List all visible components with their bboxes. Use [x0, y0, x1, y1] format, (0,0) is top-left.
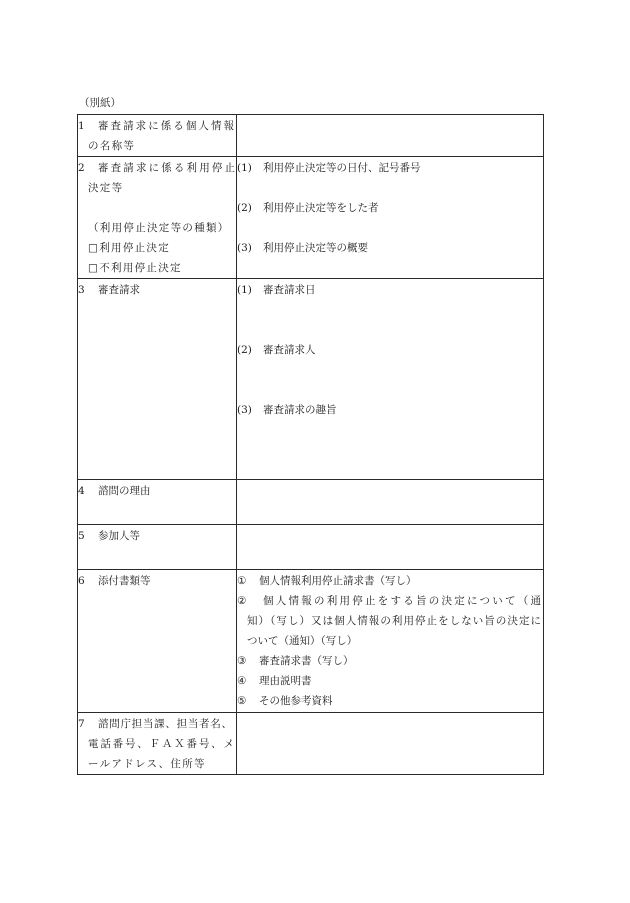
label-text: 審査請求に係る利用停止	[98, 162, 235, 174]
item-marker: ③	[237, 655, 247, 667]
option-label: 不利用停止決定	[99, 262, 182, 274]
list-item	[237, 198, 543, 218]
attachment-item-continued: ついて（通知）（写し）	[247, 635, 358, 647]
decision-type-heading: （利用停止決定等の種類）	[88, 222, 230, 234]
item-text: 利用停止決定等の日付、記号番号	[263, 162, 421, 174]
value-cell	[237, 115, 544, 157]
item-text: 知）（写し）又は個人情報の利用停止をしない旨の決定に	[247, 615, 541, 627]
label-line	[78, 571, 236, 591]
label-text: 添付書類等	[98, 575, 151, 587]
label-cell	[78, 525, 237, 570]
item-text: 利用停止決定等をした者	[263, 202, 379, 214]
item-marker: (1)	[237, 162, 252, 174]
checkbox-icon: □	[88, 262, 100, 274]
list-item	[237, 340, 543, 360]
row-agency-contact	[78, 713, 544, 775]
item-marker: ②	[237, 595, 247, 607]
label-cell	[78, 115, 237, 157]
consultation-form-table	[77, 114, 544, 775]
item-marker: ①	[237, 575, 247, 587]
option-non-suspension-decision	[78, 258, 236, 278]
list-item	[237, 158, 543, 178]
list-item	[237, 280, 543, 300]
label-line	[78, 116, 236, 136]
label-text: 諮問の理由	[98, 485, 151, 497]
row-number: 3	[78, 284, 85, 296]
list-item	[237, 400, 543, 420]
item-marker: ⑤	[237, 695, 247, 707]
label-line-continued: の名称等	[88, 140, 136, 152]
label-line	[78, 158, 236, 178]
row-number: 4	[78, 485, 85, 497]
row-attachments	[78, 570, 544, 713]
option-label: 利用停止決定	[99, 242, 171, 254]
value-cell	[237, 525, 544, 570]
item-text: 利用停止決定等の概要	[263, 242, 368, 254]
row-number: 2	[78, 162, 85, 174]
label-line-continued: ールアドレス、住所等	[88, 758, 206, 770]
label-text: 諮問庁担当課、担当者名、	[98, 718, 232, 730]
row-number: 7	[78, 718, 85, 730]
attachment-item	[237, 651, 543, 671]
row-number: 6	[78, 575, 85, 587]
attachment-item-continued	[237, 611, 543, 631]
item-marker: (1)	[237, 284, 252, 296]
item-text: 審査請求日	[263, 284, 316, 296]
item-marker: (3)	[237, 404, 252, 416]
row-consultation-reason	[78, 480, 544, 525]
label-text: 審査請求	[98, 284, 140, 296]
label-cell	[78, 480, 237, 525]
row-number: 5	[78, 530, 85, 542]
item-text: 審査請求書（写し）	[259, 655, 354, 667]
attachment-item	[237, 571, 543, 591]
item-text: 個人情報の利用停止をする旨の決定について（通	[263, 595, 541, 607]
value-cell	[237, 480, 544, 525]
row-suspension-decision	[78, 157, 544, 279]
label-line-continued	[78, 734, 236, 754]
label-cell	[78, 713, 237, 775]
value-cell	[237, 279, 544, 480]
label-text: 電話番号、ＦＡＸ番号、メ	[88, 738, 234, 750]
row-review-request	[78, 279, 544, 480]
option-suspension-decision	[78, 238, 236, 258]
annex-label: （別紙）	[79, 97, 121, 109]
row-personal-info-name	[78, 115, 544, 157]
label-cell	[78, 157, 237, 279]
row-participants	[78, 525, 544, 570]
checkbox-icon: □	[88, 242, 100, 254]
label-line	[78, 280, 236, 300]
attachment-item	[237, 671, 543, 691]
label-text: 審査請求に係る個人情報	[98, 120, 234, 132]
spacer	[78, 198, 236, 218]
attachment-item	[237, 591, 543, 611]
value-cell	[237, 713, 544, 775]
label-cell	[78, 279, 237, 480]
item-marker: (2)	[237, 344, 252, 356]
item-marker: (2)	[237, 202, 252, 214]
label-line	[78, 526, 236, 546]
item-text: その他参考資料	[259, 695, 333, 707]
value-cell	[237, 157, 544, 279]
label-line-continued: 決定等	[88, 182, 124, 194]
item-marker: (3)	[237, 242, 252, 254]
item-text: 個人情報利用停止請求書（写し）	[259, 575, 417, 587]
label-text: 参加人等	[98, 530, 140, 542]
label-line	[78, 714, 236, 734]
list-item	[237, 238, 543, 258]
item-marker: ④	[237, 675, 247, 687]
label-line	[78, 481, 236, 501]
label-cell	[78, 570, 237, 713]
item-text: 審査請求の趣旨	[263, 404, 337, 416]
attachment-item	[237, 691, 543, 711]
row-number: 1	[78, 120, 85, 132]
value-cell	[237, 570, 544, 713]
item-text: 理由説明書	[259, 675, 312, 687]
item-text: 審査請求人	[263, 344, 316, 356]
